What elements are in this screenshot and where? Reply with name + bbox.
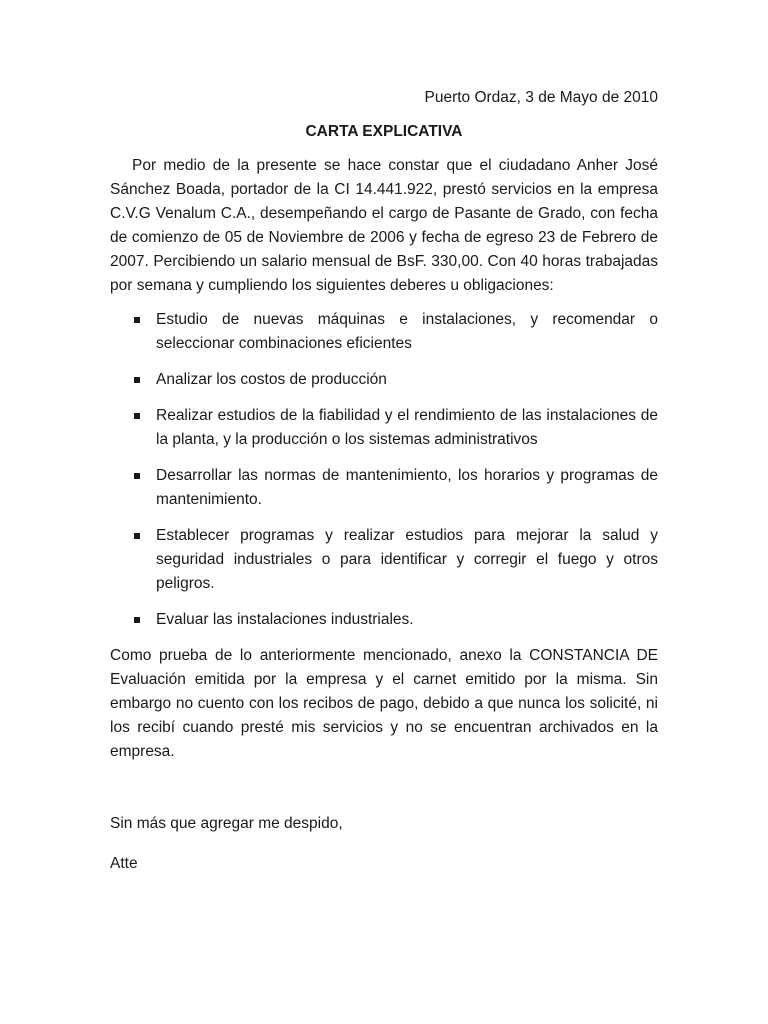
duty-text: Establecer programas y realizar estudios para mejorar la salud y seguridad industriales o para identificar y corregir el fuego y otros peligros. xyxy=(156,527,658,592)
duty-item xyxy=(110,368,658,392)
date-line: Puerto Ordaz, 3 de Mayo de 2010 xyxy=(424,89,658,106)
duty-text: Desarrollar las normas de mantenimiento, los horarios y programas de mantenimiento. xyxy=(156,467,658,508)
duty-text: Analizar los costos de producción xyxy=(156,371,387,388)
duty-item xyxy=(110,404,658,452)
duty-text: Estudio de nuevas máquinas e instalaciones, y recomendar o seleccionar combinaciones eficientes xyxy=(156,311,658,352)
signoff-line: Atte xyxy=(110,855,138,872)
closing-paragraph: Como prueba de lo anteriormente mencionado, anexo la CONSTANCIA DE Evaluación emitida por la empresa y el carnet emitido por la misma. Sin embargo no cuento con los recibos de pago, debido a que nunca los solicité, ni los recibí cuando presté mis servicios y no se encuentran archivados en la empresa. xyxy=(110,647,658,760)
square-bullet-icon xyxy=(134,473,140,479)
intro-paragraph: Por medio de la presente se hace constar que el ciudadano Anher José Sánchez Boada, portador de la CI 14.441.922, prestó servicios en la empresa C.V.G Venalum C.A., desempeñando el cargo de Pasante de Grado, con fecha de comienzo de 05 de Noviembre de 2006 y fecha de egreso 23 de Febrero de 2007. Percibiendo un salario mensual de BsF. 330,00. Con 40 horas trabajadas por semana y cumpliendo los siguientes deberes u obligaciones: xyxy=(110,157,658,294)
duty-item xyxy=(110,308,658,356)
duty-item xyxy=(110,524,658,596)
letter-title: CARTA EXPLICATIVA xyxy=(305,123,463,140)
duty-text: Evaluar las instalaciones industriales. xyxy=(156,611,414,628)
square-bullet-icon xyxy=(134,533,140,539)
duty-text: Realizar estudios de la fiabilidad y el rendimiento de las instalaciones de la planta, y la producción o los sistemas administrativos xyxy=(156,407,658,448)
square-bullet-icon xyxy=(134,617,140,623)
duties-list xyxy=(110,308,658,632)
duty-item xyxy=(110,464,658,512)
square-bullet-icon xyxy=(134,413,140,419)
farewell-line: Sin más que agregar me despido, xyxy=(110,815,343,832)
letter-body xyxy=(110,86,658,876)
square-bullet-icon xyxy=(134,317,140,323)
duty-item xyxy=(110,608,658,632)
square-bullet-icon xyxy=(134,377,140,383)
